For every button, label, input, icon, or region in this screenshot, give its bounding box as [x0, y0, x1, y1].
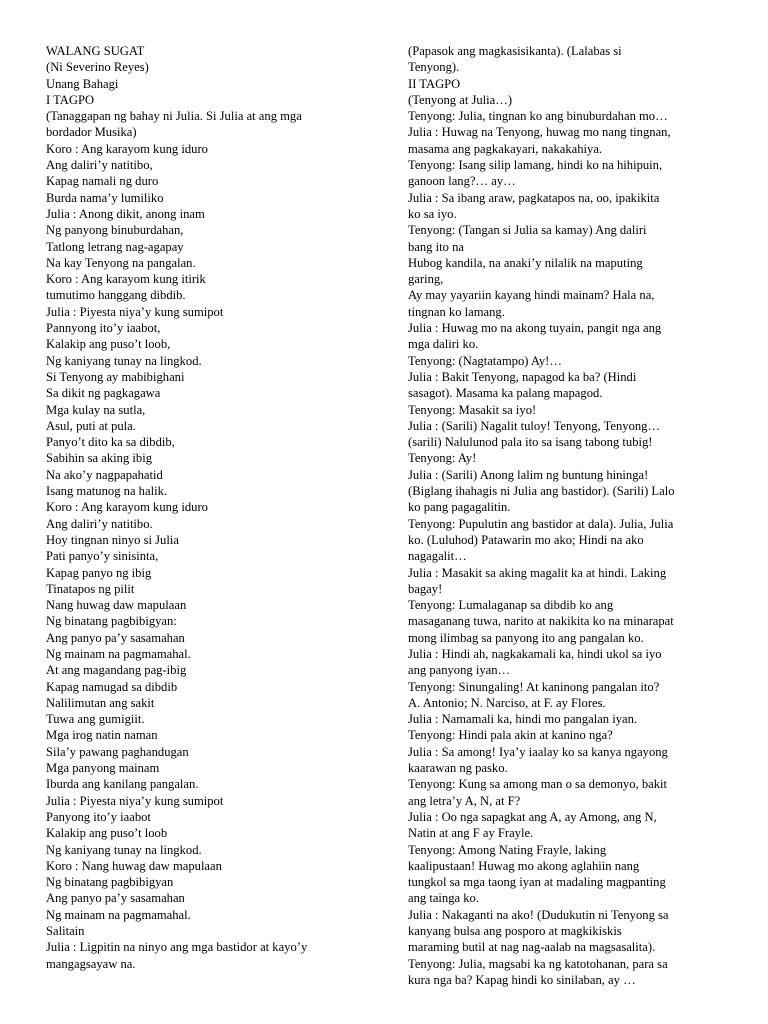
- left-column-line: Kalakip ang puso’t loob: [46, 826, 168, 841]
- left-column-line: Na kay Tenyong na pangalan.: [46, 255, 196, 270]
- left-column-line: Koro : Ang karayom kung iduro: [46, 500, 208, 515]
- right-column-line: sasagot). Masama ka palang mapagod.: [408, 386, 603, 401]
- left-column-line: Kapag namugad sa dibdib: [46, 679, 178, 694]
- left-column-line: Koro : Ang karayom kung itirik: [46, 272, 206, 287]
- left-column-line: Ang dalirі’y natitibo,: [46, 158, 153, 173]
- right-column-line: Julia : (Sarili) Anong lalim ng buntung hininga!: [408, 467, 649, 482]
- right-column-line: Tenyong: Julia, magsabi ka ng katotohanan, para sa: [408, 956, 668, 971]
- right-column-line: kanyang bulsa ang posporo at magkikiskis: [408, 924, 622, 939]
- right-column-line: Julia : Oo nga sapagkat ang A, ay Among, ang N,: [408, 809, 657, 824]
- left-column-line: Mga irog natin naman: [46, 728, 158, 743]
- left-column-line: Panyo’t dito ka sa dibdib,: [46, 435, 175, 450]
- right-column-line: bagay!: [408, 581, 443, 596]
- right-column-line: Tenyong: (Nagtatampo) Ay!…: [408, 353, 562, 368]
- right-column-line: Tenyong: Julia, tingnan ko ang binuburdahan mo…: [408, 109, 668, 124]
- left-column-line: Iburda ang kanilang pangalan.: [46, 777, 199, 792]
- left-column-line: Panyong ito’y iaabot: [46, 809, 151, 824]
- right-column-line: Julia : Masakit sa aking magalit ka at hindi. Laking: [408, 565, 667, 580]
- right-column-line: mong ilimbag sa panyong ito ang pangalan ko.: [408, 630, 644, 645]
- right-column-line: maraming butil at nag nag-aalab na magsasalita).: [408, 940, 656, 955]
- left-column-line: Sabihin sa aking ibig: [46, 451, 152, 466]
- left-column-line: Ng panyong binuburdahan,: [46, 223, 184, 238]
- right-column-line: Tenyong: Ay!: [408, 451, 477, 466]
- left-column-line: Tinatapos ng pilit: [46, 581, 135, 596]
- right-column-line: kaarawan ng pasko.: [408, 761, 508, 776]
- right-column-line: masama ang pagkakayari, nakakahiya.: [408, 141, 603, 156]
- left-column-line: Pati panyo’y sinisinta,: [46, 549, 159, 564]
- left-column-line: Burda nama’y lumiliko: [46, 190, 164, 205]
- right-column-line: mga daliri ko.: [408, 337, 479, 352]
- right-column-line: Tenyong: Masakit sa iyo!: [408, 402, 537, 417]
- right-column-line: II TAGPO: [408, 76, 461, 91]
- right-column-line: Tenyong: (Tangan si Julia sa kamay) Ang daliri: [408, 223, 647, 238]
- right-column-line: Tenyong: Kung sa among man o sa demonyo, bakit: [408, 777, 667, 792]
- left-column-line: Sila’y pawang paghandugan: [46, 744, 189, 759]
- right-column-line: kura nga ba? Kapag hindi ko sinilaban, ay …: [408, 972, 636, 987]
- right-column-line: Julia : Huwag na Tenyong, huwag mo nang tingnan,: [408, 125, 671, 140]
- left-column-line: bordador Musika): [46, 125, 137, 140]
- right-column-line: (Biglang ihahagis ni Julia ang bastidor). (Sarili) Lalo: [408, 484, 675, 499]
- right-column-line: ko sa iyo.: [408, 206, 457, 221]
- left-column-line: Salitain: [46, 924, 85, 939]
- right-column-line: Tenyong: Sinungaling! At kaninong pangalan ito?: [408, 679, 660, 694]
- left-column-line: Unang Bahagi: [46, 76, 119, 91]
- right-column-line: Hubog kandila, na anaki’y nilalik na maputing: [408, 255, 643, 270]
- right-column-line: tungkol sa mga taong iyan at madaling magpanting: [408, 875, 666, 890]
- left-column-line: Ng binatang pagbibigyan: [46, 875, 174, 890]
- left-column-line: Sa dikit ng pagkagawa: [46, 386, 161, 401]
- right-column-line: Tenyong: Isang silip lamang, hindi ko na hihipuin,: [408, 158, 663, 173]
- left-column-line: Koro : Nang huwag daw mapulaan: [46, 858, 222, 873]
- left-column: [46, 43, 376, 972]
- left-column-line: Ang panyo pa’y sasamahan: [46, 891, 185, 906]
- left-column-line: Si Tenyong ay mabibighani: [46, 369, 185, 384]
- right-column-line: Julia : Hindi ah, nagkakamali ka, hindi ukol sa iyo: [408, 646, 662, 661]
- right-column-line: ko. (Luluhod) Patawarin mo ako; Hindi na ako: [408, 532, 644, 547]
- left-column-line: tumutimo hanggang dibdib.: [46, 288, 186, 303]
- left-column-line: Kapag panyo ng ibig: [46, 565, 152, 580]
- right-column-line: Tenyong: Pupulutin ang bastidor at dala). Julia, Julia: [408, 516, 674, 531]
- right-column-line: Julia : Sa among! Iya’y iaalay ko sa kanya ngayong: [408, 744, 668, 759]
- left-column-line: Kalakip ang puso’t loob,: [46, 337, 171, 352]
- right-column-line: (sarili) Nalulunod pala ito sa isang tabong tubig!: [408, 435, 653, 450]
- left-column-line: Julia : Ligpitin na ninyo ang mga bastidor at kayo’y: [46, 940, 308, 955]
- left-column-line: Isang matunog na halik.: [46, 484, 168, 499]
- right-column-line: ang panyong iyan…: [408, 663, 511, 678]
- right-column-line: ganoon lang?… ay…: [408, 174, 516, 189]
- right-column-line: Julia : Sa ibang araw, pagkatapos na, oo, ipakikita: [408, 190, 660, 205]
- right-column-line: ang tainga ko.: [408, 891, 479, 906]
- left-column-line: Hoy tingnan ninyo si Julia: [46, 532, 179, 547]
- right-column-line: Julia : Nakaganti na ako! (Dudukutin ni Tenyong sa: [408, 907, 669, 922]
- left-column-line: I TAGPO: [46, 92, 95, 107]
- left-column-line: Kapag namali ng duro: [46, 174, 159, 189]
- right-column-line: bang ito na: [408, 239, 464, 254]
- right-column-line: Tenyong: Lumalaganap sa dibdib ko ang: [408, 598, 614, 613]
- left-column-line: Ng kaniyang tunay na lingkod.: [46, 353, 202, 368]
- left-column-line: Tuwa ang gumigiit.: [46, 712, 145, 727]
- left-column-line: Ng mainam na pagmamahal.: [46, 907, 191, 922]
- right-column-line: Julia : Huwag mo na akong tuyain, pangit nga ang: [408, 321, 662, 336]
- left-column-line: Ng mainam na pagmamahal.: [46, 646, 191, 661]
- left-column-line: (Ni Severino Reyes): [46, 60, 149, 75]
- right-column-line: Julia : (Sarili) Nagalit tuloy! Tenyong, Tenyong…: [408, 418, 661, 433]
- right-column-line: garing,: [408, 272, 444, 287]
- left-column-line: Nalilimutan ang sakit: [46, 695, 155, 710]
- left-column-line: Asul, puti at pula.: [46, 418, 136, 433]
- right-column-line: Natin at ang F ay Frayle.: [408, 826, 534, 841]
- right-column-line: Tenyong: Among Nating Frayle, laking: [408, 842, 607, 857]
- left-column-line: Ang dalirі’y natitibo.: [46, 516, 153, 531]
- right-column-line: masaganang tuwa, narito at nakikita ko na minarapat: [408, 614, 674, 629]
- right-column-line: A. Antonio; N. Narciso, at F. ay Flores.: [408, 695, 606, 710]
- left-column-line: Koro : Ang karayom kung iduro: [46, 141, 208, 156]
- left-column-line: Ng binatang pagbibigyan:: [46, 614, 177, 629]
- left-column-line: At ang magandang pag-ibig: [46, 663, 187, 678]
- left-column-line: mangagsayaw na.: [46, 956, 136, 971]
- right-column-line: (Papasok ang magkasisikanta). (Lalabas si: [408, 44, 622, 58]
- left-column-line: Nang huwag daw mapulaan: [46, 598, 187, 613]
- left-column-line: Mga kulay na sutla,: [46, 402, 146, 417]
- right-column-line: tingnan ko lamang.: [408, 304, 505, 319]
- right-column-line: Tenyong: Hindi pala akin at kanino nga?: [408, 728, 613, 743]
- right-column-line: Tenyong).: [408, 60, 460, 75]
- right-column-line: ang letra’y A, N, at F?: [408, 793, 521, 808]
- left-column-line: Na ako’y nagpapahatid: [46, 467, 163, 482]
- left-column-line: Tatlong letrang nag-agapay: [46, 239, 184, 254]
- right-column-line: Ay may yayariin kayang hindi mainam? Hala na,: [408, 288, 655, 303]
- left-column-line: WALANG SUGAT: [46, 44, 145, 58]
- left-column-line: Ang panyo pa’y sasamahan: [46, 630, 185, 645]
- right-column-line: kaalipustaan! Huwag mo akong aglahiin nang: [408, 858, 640, 873]
- right-column-line: Julia : Bakit Tenyong, napagod ka ba? (Hindi: [408, 369, 637, 384]
- right-column-line: Julia : Namamali ka, hindi mo pangalan iyan.: [408, 712, 638, 727]
- right-column-line: nagagalit…: [408, 549, 467, 564]
- right-column: [408, 43, 720, 988]
- right-column-line: ko pang pagagalitin.: [408, 500, 511, 515]
- left-column-line: Julia : Piyesta niya’y kung sumipot: [46, 793, 224, 808]
- right-column-line: (Tenyong at Julia…): [408, 92, 513, 107]
- left-column-line: Ng kaniyang tunay na lingkod.: [46, 842, 202, 857]
- left-column-line: Julia : Anong dikit, anong inam: [46, 206, 205, 221]
- left-column-line: Mga panyong mainam: [46, 761, 160, 776]
- left-column-line: (Tanaggapan ng bahay ni Julia. Si Julia at ang mga: [46, 109, 302, 124]
- left-column-line: Pannyong ito’y iaabot,: [46, 321, 161, 336]
- left-column-line: Julia : Piyesta niya’y kung sumipot: [46, 304, 224, 319]
